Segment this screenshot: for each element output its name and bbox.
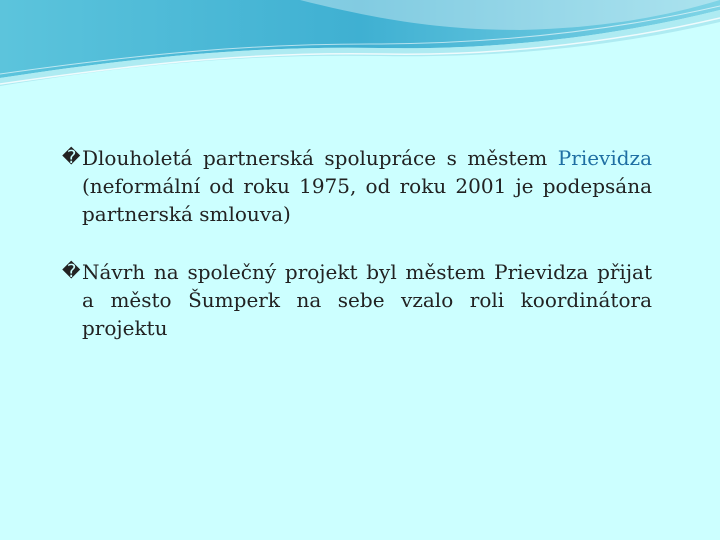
bullet-text-rest: (neformální od roku 1975, od roku 2001 je podepsána partnerská smlouva) xyxy=(82,174,652,226)
bullet-text-accent: Prievidza xyxy=(557,146,653,170)
bullet-icon: � xyxy=(62,147,81,168)
bullet-text-lead: Dlouholetá partnerská spolupráce s městem xyxy=(82,146,548,170)
bullet-item-partnership xyxy=(62,144,652,228)
slide-content xyxy=(62,144,652,372)
bullet-item-project xyxy=(62,258,652,342)
bullet-text-lead: Návrh na společný projekt byl městem Prievidza přijat a město Šumperk na sebe vzalo roli koordinátora projektu xyxy=(82,260,652,340)
header-wave-decoration xyxy=(0,0,720,90)
bullet-icon: � xyxy=(62,261,81,282)
